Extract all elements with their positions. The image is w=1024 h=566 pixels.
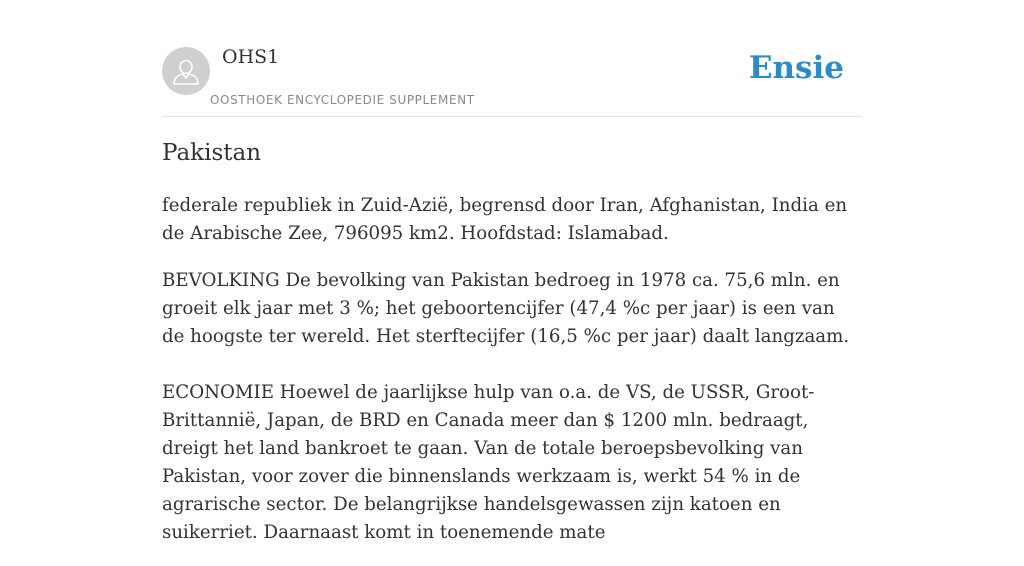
article-page xyxy=(162,0,862,543)
paragraph-intro: federale republiek in Zuid-Azië, begrensd door Iran, Afghanistan, India en de Arabische Zee, 796095 km2. Hoofdstad: Islamabad. xyxy=(162,195,848,244)
article-body xyxy=(162,192,862,566)
paragraph-bevolking: BEVOLKING De bevolking van Pakistan bedroeg in 1978 ca. 75,6 mln. en groeit elk jaar met 3 %; het geboortencijfer (47,4 %c per jaar) is een van de hoogste ter wereld. Het sterftecijfer (16,5 %c per jaar) daalt langzaam. xyxy=(162,270,850,347)
article-header xyxy=(162,0,862,117)
paragraph-economie: ECONOMIE Hoewel de jaarlijkse hulp van o.a. de VS, de USSR, Groot-Brittannië, Japan, de BRD en Canada meer dan $ 1200 mln. bedraagt, dreigt het land bankroet te gaan. Van de totale beroepsbevolking van Pakistan, voor zover die binnenslands werkzaam is, werkt 54 % in de agrarische sector. De belangrijkse handelsgewassen zijn katoen en suikerriet. Daarnaast komt in toenemende mate xyxy=(162,382,815,543)
user-avatar-icon[interactable] xyxy=(162,47,210,95)
source-link[interactable]: OOSTHOEK ENCYCLOPEDIE SUPPLEMENT xyxy=(210,93,475,107)
article-title: Pakistan xyxy=(162,140,262,166)
author-link[interactable]: OHS1 xyxy=(222,46,280,68)
ensie-logo[interactable]: Ensie xyxy=(748,50,844,86)
